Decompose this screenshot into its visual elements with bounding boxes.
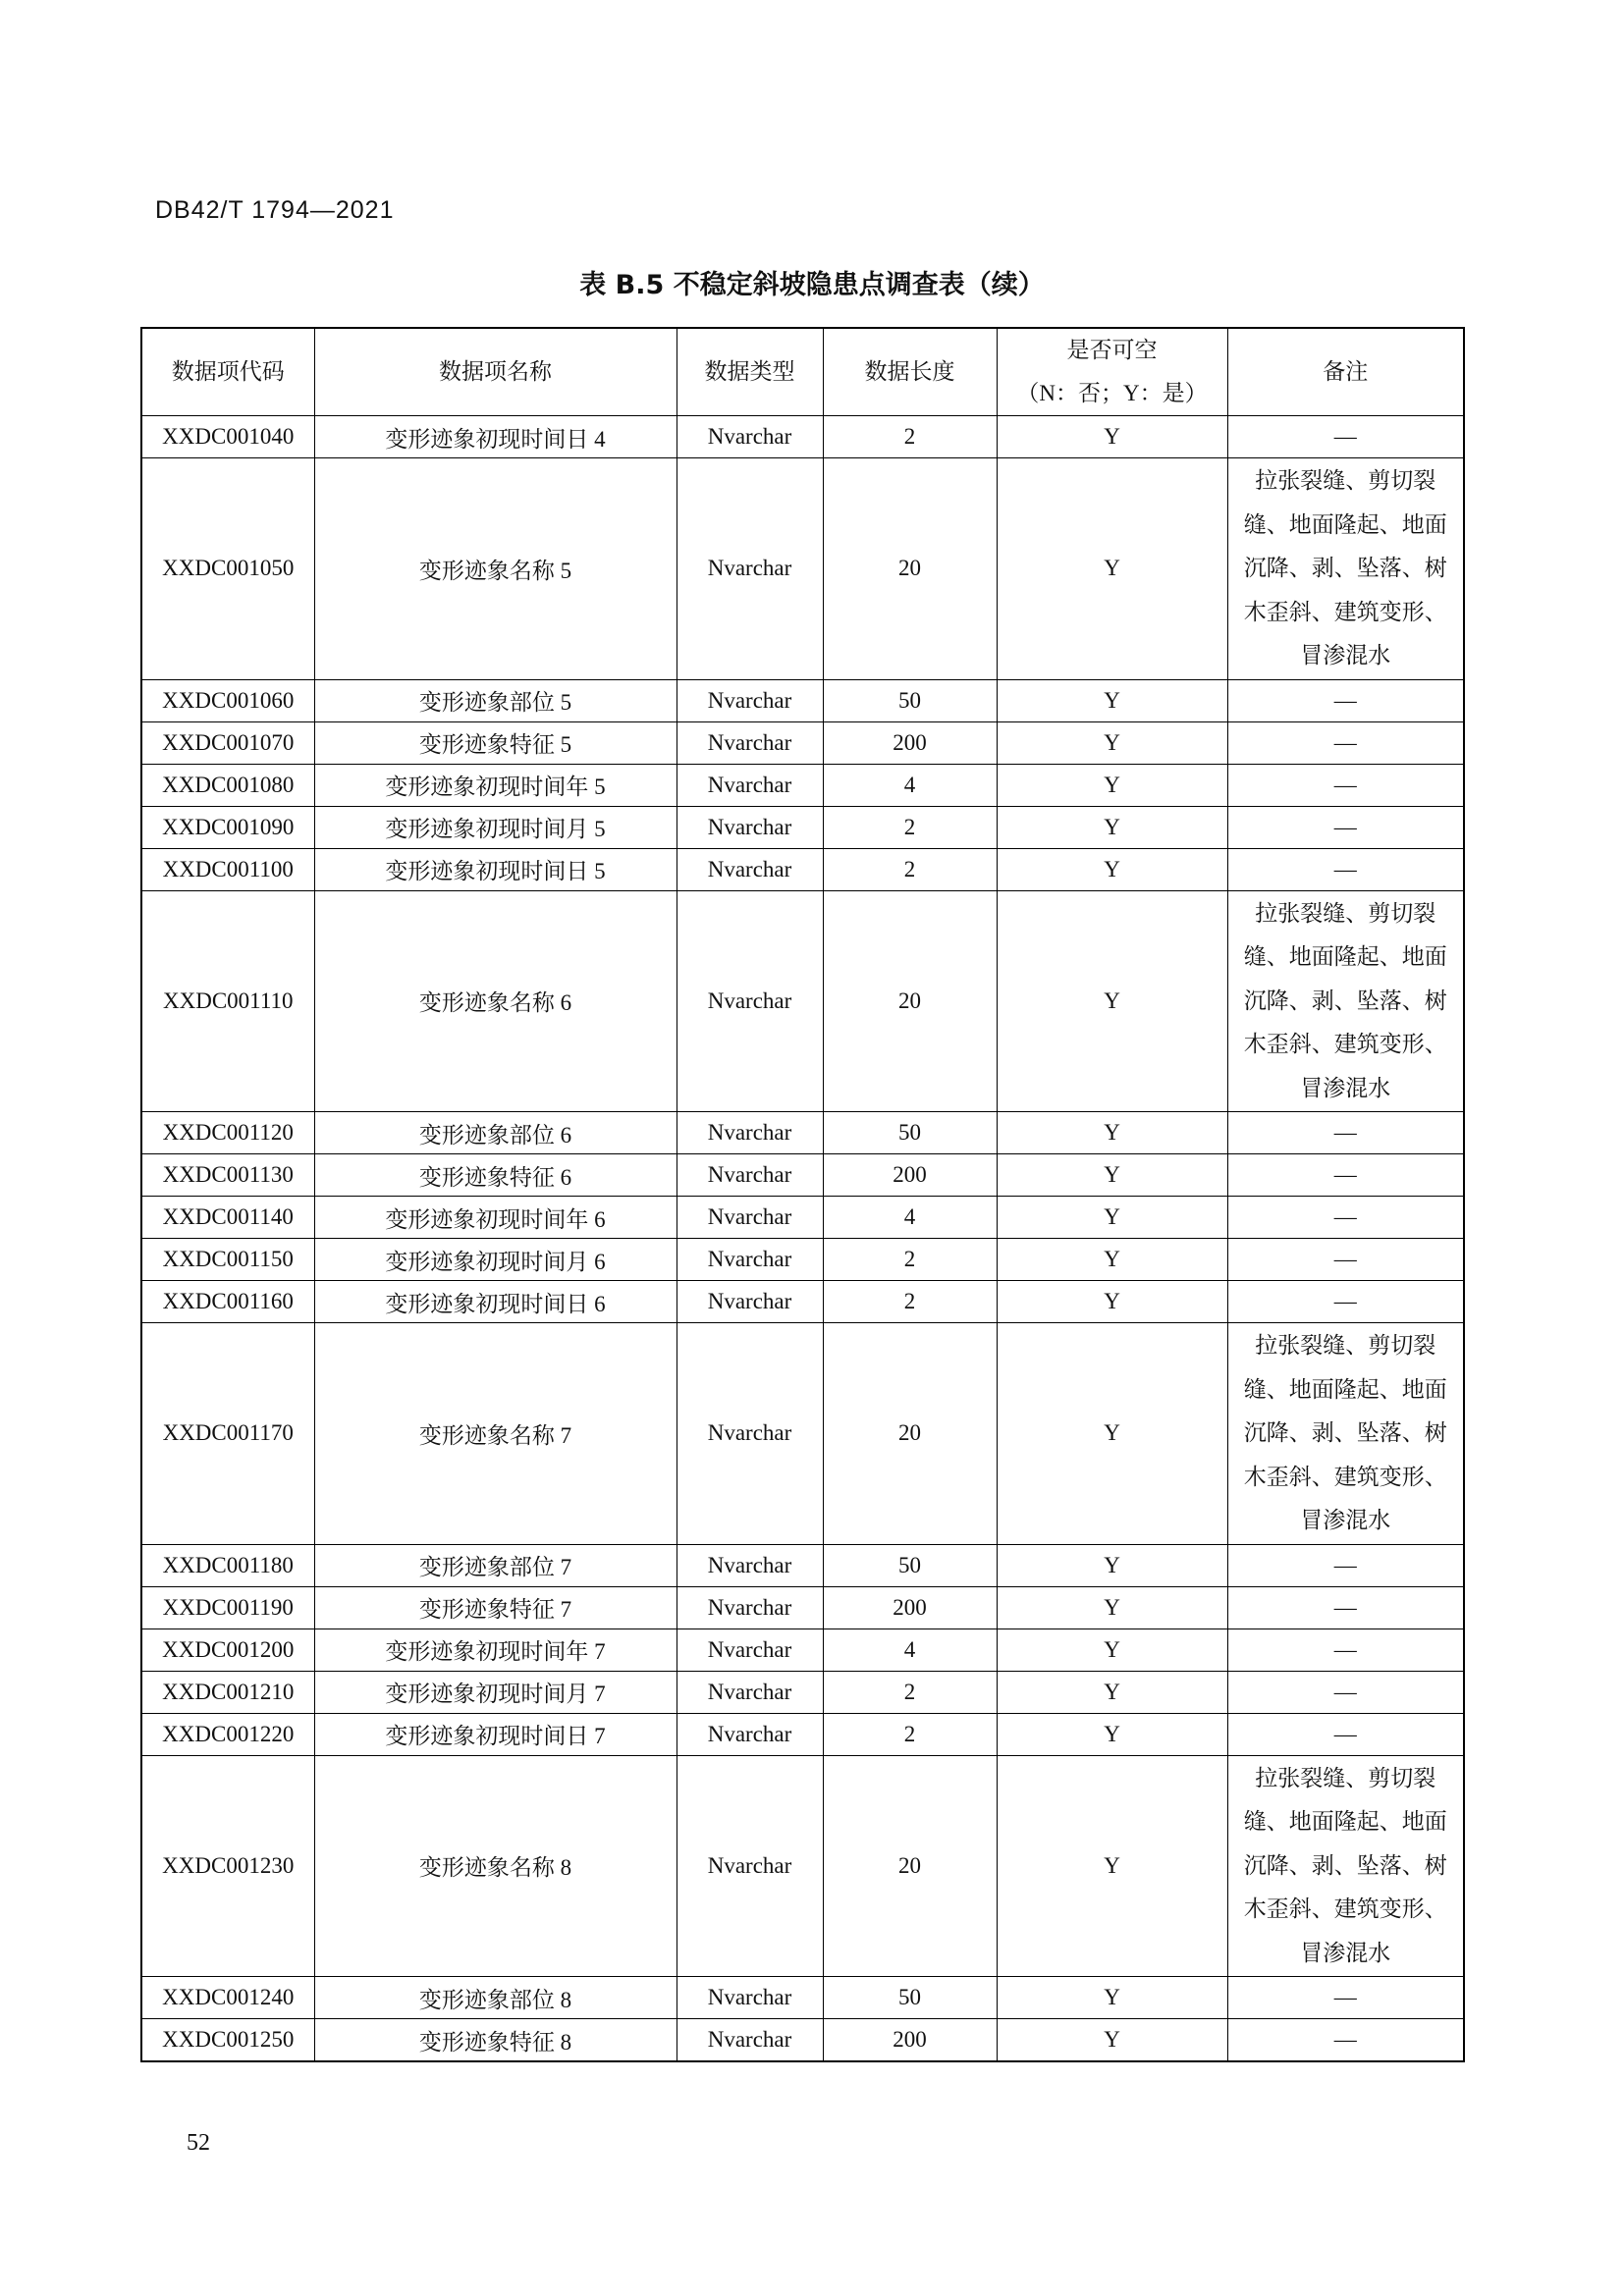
cell-name: 变形迹象特征 7	[314, 1586, 677, 1629]
cell-length: 4	[823, 764, 997, 806]
cell-nullable: Y	[997, 458, 1227, 680]
cell-nullable: Y	[997, 2019, 1227, 2062]
cell-code: XXDC001250	[141, 2019, 314, 2062]
cell-nullable: Y	[997, 1977, 1227, 2019]
cell-name: 变形迹象部位 6	[314, 1112, 677, 1154]
table-row	[141, 1713, 1464, 1755]
cell-nullable: Y	[997, 1755, 1227, 1977]
cell-length: 20	[823, 1755, 997, 1977]
cell-name: 变形迹象部位 8	[314, 1977, 677, 2019]
cell-length: 2	[823, 1713, 997, 1755]
cell-nullable: Y	[997, 764, 1227, 806]
cell-type: Nvarchar	[677, 1197, 823, 1239]
table-row	[141, 1755, 1464, 1977]
table-row	[141, 1586, 1464, 1629]
cell-name: 变形迹象名称 8	[314, 1755, 677, 1977]
cell-nullable: Y	[997, 848, 1227, 890]
cell-type: Nvarchar	[677, 721, 823, 764]
cell-length: 200	[823, 1586, 997, 1629]
table-row	[141, 1629, 1464, 1671]
cell-nullable: Y	[997, 890, 1227, 1112]
table-row	[141, 848, 1464, 890]
cell-name: 变形迹象初现时间月 6	[314, 1239, 677, 1281]
cell-type: Nvarchar	[677, 416, 823, 458]
table-body	[141, 416, 1464, 2062]
cell-length: 20	[823, 890, 997, 1112]
cell-type: Nvarchar	[677, 890, 823, 1112]
table-row	[141, 890, 1464, 1112]
cell-nullable: Y	[997, 679, 1227, 721]
cell-name: 变形迹象初现时间日 5	[314, 848, 677, 890]
cell-length: 200	[823, 2019, 997, 2062]
cell-code: XXDC001040	[141, 416, 314, 458]
cell-nullable: Y	[997, 1323, 1227, 1545]
cell-nullable: Y	[997, 1239, 1227, 1281]
cell-type: Nvarchar	[677, 1977, 823, 2019]
table-row	[141, 1239, 1464, 1281]
cell-name: 变形迹象初现时间月 5	[314, 806, 677, 848]
cell-note: 拉张裂缝、剪切裂缝、地面隆起、地面沉降、剥、坠落、树木歪斜、建筑变形、冒渗混水	[1227, 458, 1464, 680]
cell-type: Nvarchar	[677, 1154, 823, 1197]
cell-note: —	[1227, 1281, 1464, 1323]
cell-length: 2	[823, 848, 997, 890]
cell-nullable: Y	[997, 1197, 1227, 1239]
cell-nullable: Y	[997, 1112, 1227, 1154]
cell-nullable: Y	[997, 416, 1227, 458]
table-row	[141, 1281, 1464, 1323]
cell-code: XXDC001170	[141, 1323, 314, 1545]
col-header-nullable-line1: 是否可空	[1066, 338, 1158, 362]
cell-code: XXDC001180	[141, 1544, 314, 1586]
cell-code: XXDC001100	[141, 848, 314, 890]
cell-length: 200	[823, 1154, 997, 1197]
cell-note: —	[1227, 1544, 1464, 1586]
table-row	[141, 1323, 1464, 1545]
cell-type: Nvarchar	[677, 806, 823, 848]
cell-code: XXDC001240	[141, 1977, 314, 2019]
cell-nullable: Y	[997, 806, 1227, 848]
cell-note: 拉张裂缝、剪切裂缝、地面隆起、地面沉降、剥、坠落、树木歪斜、建筑变形、冒渗混水	[1227, 1323, 1464, 1545]
cell-note: —	[1227, 1671, 1464, 1713]
cell-note: —	[1227, 1197, 1464, 1239]
table-row	[141, 458, 1464, 680]
cell-note: —	[1227, 1154, 1464, 1197]
cell-name: 变形迹象初现时间月 7	[314, 1671, 677, 1713]
cell-code: XXDC001110	[141, 890, 314, 1112]
table-title: 表 B.5 不稳定斜坡隐患点调查表（续）	[579, 270, 1045, 300]
col-header-name: 数据项名称	[314, 328, 677, 416]
cell-nullable: Y	[997, 1713, 1227, 1755]
cell-code: XXDC001200	[141, 1629, 314, 1671]
cell-length: 200	[823, 721, 997, 764]
cell-name: 变形迹象初现时间年 6	[314, 1197, 677, 1239]
cell-type: Nvarchar	[677, 764, 823, 806]
cell-name: 变形迹象初现时间年 7	[314, 1629, 677, 1671]
col-header-note: 备注	[1227, 328, 1464, 416]
cell-type: Nvarchar	[677, 1671, 823, 1713]
cell-note: —	[1227, 2019, 1464, 2062]
cell-type: Nvarchar	[677, 1713, 823, 1755]
cell-nullable: Y	[997, 1671, 1227, 1713]
cell-code: XXDC001150	[141, 1239, 314, 1281]
cell-code: XXDC001070	[141, 721, 314, 764]
cell-code: XXDC001130	[141, 1154, 314, 1197]
cell-name: 变形迹象名称 7	[314, 1323, 677, 1545]
cell-type: Nvarchar	[677, 679, 823, 721]
cell-length: 50	[823, 679, 997, 721]
cell-length: 2	[823, 1239, 997, 1281]
cell-type: Nvarchar	[677, 2019, 823, 2062]
cell-note: —	[1227, 1239, 1464, 1281]
cell-name: 变形迹象名称 6	[314, 890, 677, 1112]
col-header-code: 数据项代码	[141, 328, 314, 416]
cell-name: 变形迹象初现时间日 4	[314, 416, 677, 458]
cell-length: 50	[823, 1544, 997, 1586]
cell-note: —	[1227, 764, 1464, 806]
cell-name: 变形迹象初现时间日 6	[314, 1281, 677, 1323]
cell-nullable: Y	[997, 1154, 1227, 1197]
cell-type: Nvarchar	[677, 848, 823, 890]
cell-note: —	[1227, 1977, 1464, 2019]
table-row	[141, 1544, 1464, 1586]
cell-length: 20	[823, 458, 997, 680]
col-header-nullable-line2: （N：否；Y：是）	[1016, 381, 1208, 405]
table-row	[141, 1977, 1464, 2019]
table-row	[141, 2019, 1464, 2062]
cell-type: Nvarchar	[677, 1281, 823, 1323]
cell-code: XXDC001090	[141, 806, 314, 848]
col-header-nullable	[997, 328, 1227, 416]
cell-name: 变形迹象部位 5	[314, 679, 677, 721]
cell-note: —	[1227, 679, 1464, 721]
cell-note: —	[1227, 848, 1464, 890]
col-header-type: 数据类型	[677, 328, 823, 416]
data-item-table	[140, 327, 1465, 2062]
cell-type: Nvarchar	[677, 1544, 823, 1586]
table-row	[141, 806, 1464, 848]
cell-note: —	[1227, 806, 1464, 848]
cell-name: 变形迹象名称 5	[314, 458, 677, 680]
standard-code: DB42/T 1794—2021	[155, 196, 395, 224]
cell-type: Nvarchar	[677, 1629, 823, 1671]
cell-code: XXDC001190	[141, 1586, 314, 1629]
cell-name: 变形迹象特征 8	[314, 2019, 677, 2062]
table-row	[141, 1197, 1464, 1239]
cell-note: —	[1227, 1112, 1464, 1154]
cell-note: —	[1227, 416, 1464, 458]
cell-length: 2	[823, 1281, 997, 1323]
cell-length: 2	[823, 806, 997, 848]
table-row	[141, 1671, 1464, 1713]
cell-code: XXDC001140	[141, 1197, 314, 1239]
cell-nullable: Y	[997, 1586, 1227, 1629]
cell-length: 4	[823, 1629, 997, 1671]
cell-code: XXDC001050	[141, 458, 314, 680]
cell-nullable: Y	[997, 1544, 1227, 1586]
cell-type: Nvarchar	[677, 1586, 823, 1629]
col-header-length: 数据长度	[823, 328, 997, 416]
cell-type: Nvarchar	[677, 1323, 823, 1545]
page-number: 52	[187, 2130, 210, 2156]
cell-type: Nvarchar	[677, 1112, 823, 1154]
cell-length: 2	[823, 416, 997, 458]
cell-code: XXDC001060	[141, 679, 314, 721]
cell-type: Nvarchar	[677, 1755, 823, 1977]
cell-length: 4	[823, 1197, 997, 1239]
table-row	[141, 1154, 1464, 1197]
cell-code: XXDC001230	[141, 1755, 314, 1977]
cell-type: Nvarchar	[677, 1239, 823, 1281]
cell-note: 拉张裂缝、剪切裂缝、地面隆起、地面沉降、剥、坠落、树木歪斜、建筑变形、冒渗混水	[1227, 1755, 1464, 1977]
cell-code: XXDC001210	[141, 1671, 314, 1713]
cell-name: 变形迹象特征 5	[314, 721, 677, 764]
table-row	[141, 721, 1464, 764]
cell-nullable: Y	[997, 721, 1227, 764]
cell-name: 变形迹象初现时间年 5	[314, 764, 677, 806]
cell-length: 50	[823, 1977, 997, 2019]
cell-code: XXDC001220	[141, 1713, 314, 1755]
cell-note: —	[1227, 721, 1464, 764]
table-row	[141, 416, 1464, 458]
cell-code: XXDC001080	[141, 764, 314, 806]
cell-note: —	[1227, 1629, 1464, 1671]
table-row	[141, 1112, 1464, 1154]
cell-length: 50	[823, 1112, 997, 1154]
table-row	[141, 679, 1464, 721]
cell-note: —	[1227, 1586, 1464, 1629]
cell-nullable: Y	[997, 1281, 1227, 1323]
table-row	[141, 764, 1464, 806]
cell-note: —	[1227, 1713, 1464, 1755]
cell-name: 变形迹象部位 7	[314, 1544, 677, 1586]
cell-code: XXDC001120	[141, 1112, 314, 1154]
cell-name: 变形迹象特征 6	[314, 1154, 677, 1197]
cell-code: XXDC001160	[141, 1281, 314, 1323]
table-header-row	[141, 328, 1464, 416]
cell-note: 拉张裂缝、剪切裂缝、地面隆起、地面沉降、剥、坠落、树木歪斜、建筑变形、冒渗混水	[1227, 890, 1464, 1112]
cell-length: 2	[823, 1671, 997, 1713]
cell-type: Nvarchar	[677, 458, 823, 680]
cell-length: 20	[823, 1323, 997, 1545]
cell-name: 变形迹象初现时间日 7	[314, 1713, 677, 1755]
cell-nullable: Y	[997, 1629, 1227, 1671]
